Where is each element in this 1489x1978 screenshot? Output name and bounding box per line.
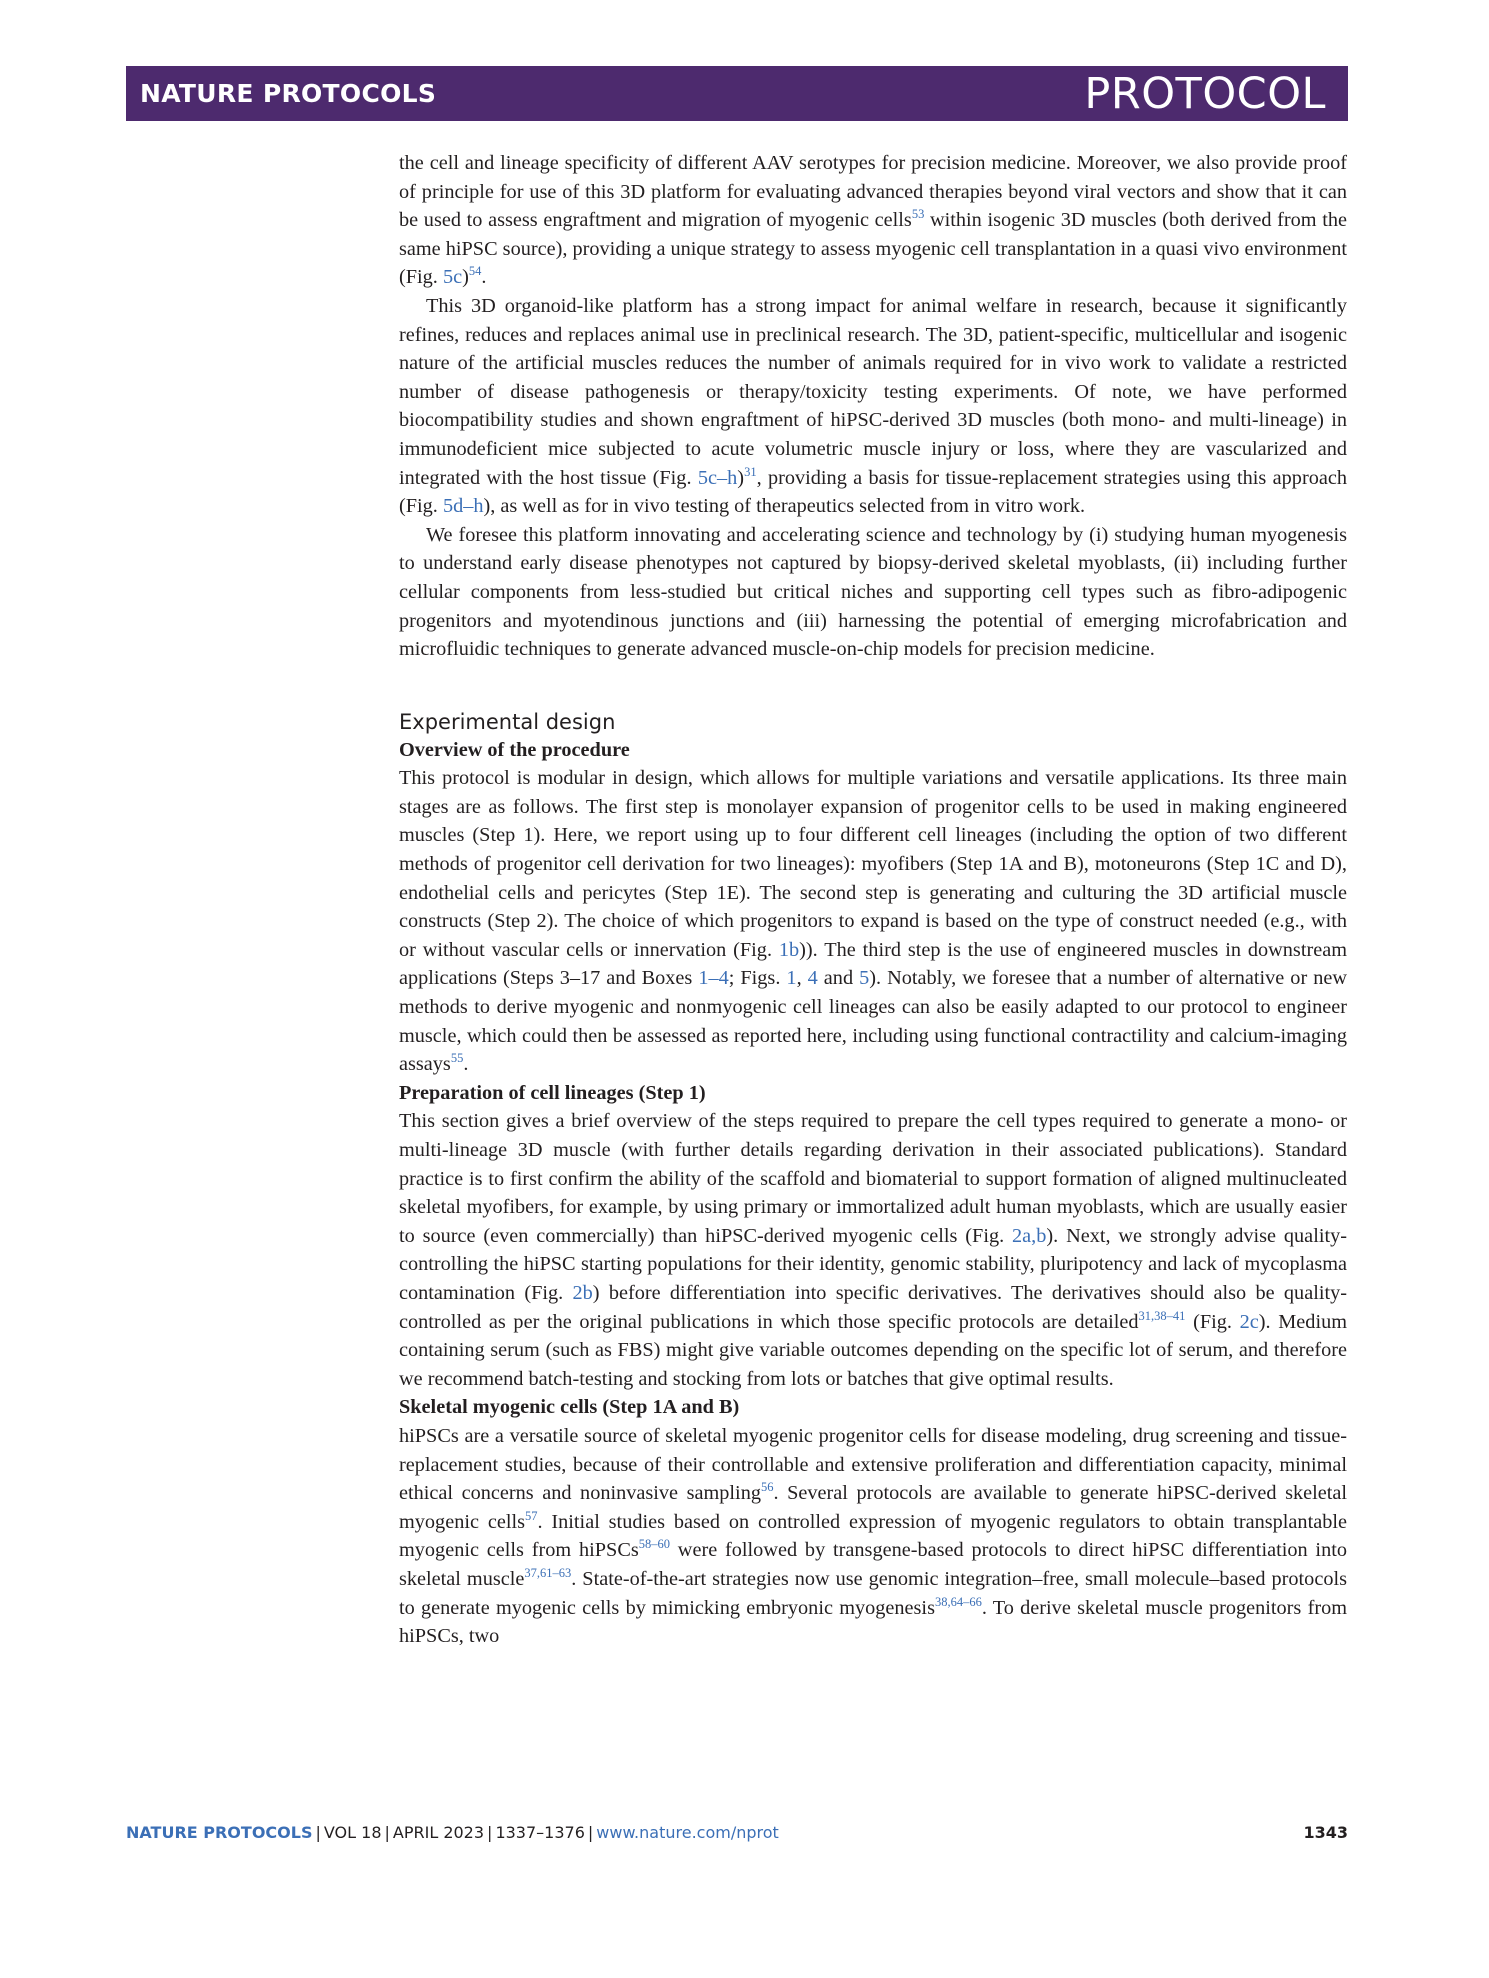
footer-url-link[interactable]: www.nature.com/nprot xyxy=(596,1823,779,1842)
section-heading: Experimental design xyxy=(399,709,616,734)
figure-link[interactable]: 5 xyxy=(859,967,870,990)
reference-link[interactable]: 58–60 xyxy=(638,1537,670,1552)
reference-link[interactable]: 56 xyxy=(760,1480,774,1495)
figure-link[interactable]: 2b xyxy=(572,1281,593,1304)
journal-header xyxy=(126,66,1348,121)
footer-pages: 1337–1376 xyxy=(495,1823,585,1842)
reference-link[interactable]: 31 xyxy=(744,464,757,479)
paragraph-5: This section gives a brief overview of the steps required to prepare the cell types required to generate a mono- or multi-lineage 3D muscle (with further details regarding derivation in their associated publications). Standard practice is to first confirm the ability of the scaffold and biomaterial to support formation of aligned multinucleated skeletal myofibers, for example, by using primary or immortalized adult human myoblasts, which are usually easier to source (even commercially) than hiPSC-derived myogenic cells (Fig. 2a,b). Next, we strongly advise quality-controlling the hiPSC starting populations for their identity, genomic stability, pluripotency and lack of mycoplasma contamination (Fig. 2b) before differentiation into specific derivatives. The derivatives should also be quality-controlled as per the original publications in which those specific protocols are detailed$^{31,38-41}$ (Fig. 2c). Medium containing serum (such as FBS) might give variable outcomes depending on the specific lot of serum, and therefore we recommend batch-testing and stocking from lots or batches that give optimal results. xyxy=(399,1110,1347,1390)
article-type: PROTOCOL xyxy=(1084,69,1326,119)
paragraph-4: This protocol is modular in design, which allows for multiple variations and versatile applications. Its three main stages are as follows. The first step is monolayer expansion of progenitor cells to be used in making engineered muscles (Step 1). Here, we report using up to four different cell lineages (including the option of two different methods of progenitor cell derivation for two lineages): myofibers (Step 1A and B), motoneurons (Step 1C and D), endothelial cells and pericytes (Step 1E). The second step is generating and culturing the 3D artificial muscle constructs (Step 2). The choice of which progenitors to expand is based on the type of construct needed (e.g., with or without vascular cells or innervation (Fig. 1b)). The third step is the use of engineered muscles in downstream applications (Steps 3–17 and Boxes 1–4; Figs. 1, 4 and 5). Notably, we foresee that a number of alternative or new methods to derive myogenic and nonmyogenic cell lineages can also be easily adapted to our protocol to engineer muscle, which could then be assessed as reported here, including using functional contractility and calcium-imaging assays$^{55}$. xyxy=(399,767,1348,1076)
reference-link[interactable]: 53 xyxy=(911,207,925,222)
reference-link[interactable]: 55 xyxy=(450,1051,464,1066)
reference-link[interactable]: 37,61–63 xyxy=(524,1565,572,1580)
figure-link[interactable]: 4 xyxy=(807,967,818,990)
figure-link[interactable]: 2c xyxy=(1239,1310,1259,1333)
reference-link[interactable]: 38,64–66 xyxy=(934,1594,982,1609)
page-footer: NATURE PROTOCOLS | VOL 18 | APRIL 2023 | 1337–1376 | www.nature.com/nprot 1343 xyxy=(126,1823,1348,1842)
page-number: 1343 xyxy=(1303,1823,1348,1842)
figure-link[interactable]: 5c xyxy=(442,266,463,289)
journal-name: NATURE PROTOCOLS xyxy=(140,79,437,108)
figure-link[interactable]: 1 xyxy=(786,967,797,990)
subsection-heading: Overview of the procedure xyxy=(399,738,630,761)
reference-link[interactable]: 57 xyxy=(524,1508,538,1523)
footer-date: APRIL 2023 xyxy=(392,1823,485,1842)
article-body xyxy=(399,149,1347,1651)
reference-link[interactable]: 31,38–41 xyxy=(1138,1308,1186,1323)
footer-journal: NATURE PROTOCOLS xyxy=(126,1823,313,1842)
figure-link[interactable]: 5d–h xyxy=(442,495,484,518)
reference-link[interactable]: 54 xyxy=(468,264,482,279)
paragraph-2: This 3D organoid-like platform has a strong impact for animal welfare in research, because it significantly refines, reduces and replaces animal use in preclinical research. The 3D, patient-specific, multicellular and isogenic nature of the artificial muscles reduces the number of animals required for in vivo work to validate a restricted number of disease pathogenesis or therapy/toxicity testing experiments. Of note, we have performed biocompatibility studies and shown engraftment of hiPSC-derived 3D muscles (both mono- and multi-lineage) in immunodeficient mice subjected to acute volumetric muscle injury or loss, where they are vascularized and integrated with the host tissue (Fig. 5c–h)$^{31}$, providing a basis for tissue-replacement strategies using this approach (Fig. 5d–h), as well as for in vivo testing of therapeutics selected from in vitro work. xyxy=(399,294,1347,518)
paragraph-3: We foresee this platform innovating and accelerating science and technology by (i) studying human myogenesis to understand early disease phenotypes not captured by biopsy-derived skeletal myoblasts, (ii) including further cellular components from less-studied but critical niches and supporting cell types such as fibro-adipogenic progenitors and myotendinous junctions and (iii) harnessing the potential of emerging microfabrication and microfluidic techniques to generate advanced muscle-on-chip models for precision medicine. xyxy=(399,523,1347,661)
figure-link[interactable]: 5c–h xyxy=(697,466,738,489)
box-link[interactable]: 1–4 xyxy=(698,967,729,990)
subsection-heading: Skeletal myogenic cells (Step 1A and B) xyxy=(399,1396,740,1419)
subsection-heading: Preparation of cell lineages (Step 1) xyxy=(399,1081,706,1104)
figure-link[interactable]: 2a,b xyxy=(1012,1224,1047,1247)
footer-volume: VOL 18 xyxy=(323,1823,382,1842)
paragraph-1: the cell and lineage specificity of different AAV serotypes for precision medicine. Moreover, we also provide proof of principle for use of this 3D platform for evaluating advanced therapies beyond viral vectors and show that it can be used to assess engraftment and migration of myogenic cells$^{53}$ within isogenic 3D muscles (both derived from the same hiPSC source), providing a unique strategy to assess myogenic cell transplantation in a quasi vivo environment (Fig. 5c)$^{54}$. xyxy=(399,152,1347,289)
paragraph-6: hiPSCs are a versatile source of skeletal myogenic progenitor cells for disease modeling, drug screening and tissue-replacement studies, because of their controllable and extensive proliferation and differentiation capacity, minimal ethical concerns and noninvasive sampling$^{56}$. Several protocols are available to generate hiPSC-derived skeletal myogenic cells$^{57}$. Initial studies based on controlled expression of myogenic regulators to obtain transplantable myogenic cells from hiPSCs$^{58-60}$ were followed by transgene-based protocols to direct hiPSC differentiation into skeletal muscle$^{37,61-63}$. State-of-the-art strategies now use genomic integration–free, small molecule–based protocols to generate myogenic cells by mimicking embryonic myogenesis$^{38,64-66}$. To derive skeletal muscle progenitors from hiPSCs, two xyxy=(399,1424,1348,1648)
figure-link[interactable]: 1b xyxy=(778,938,800,961)
